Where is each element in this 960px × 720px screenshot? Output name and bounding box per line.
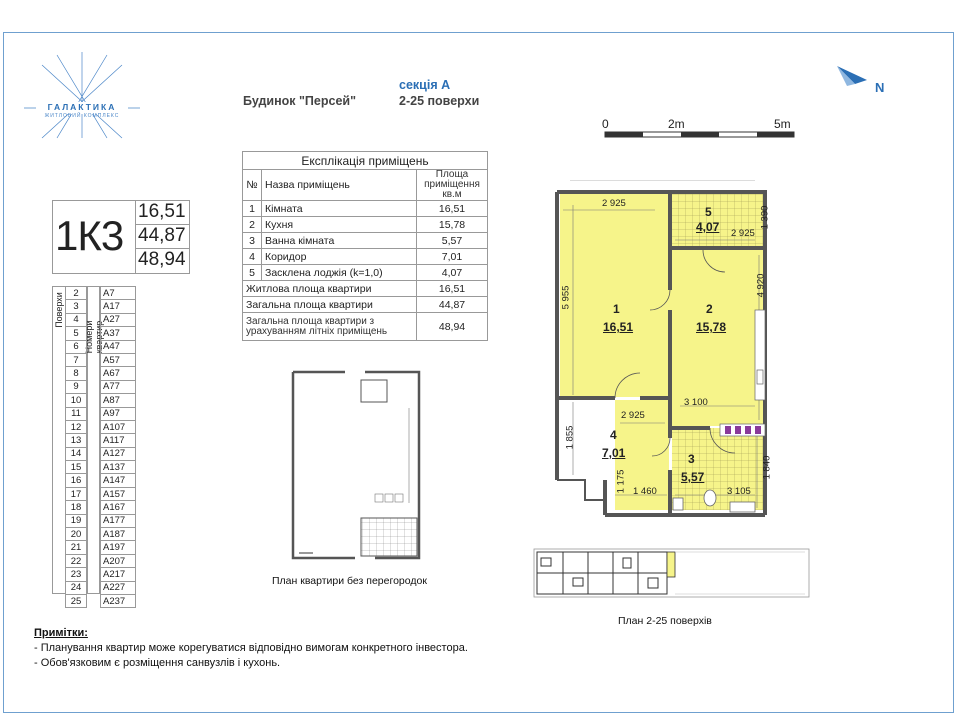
floor-number: 13 [66,434,87,447]
table-row [101,287,136,300]
room-area: 7,01 [417,249,488,265]
page-frame [3,32,954,713]
table-row [66,420,87,433]
table-row [101,300,136,313]
star-burst-icon [22,50,142,140]
floor-number: 3 [66,300,87,313]
col-area-line-3: кв.м [442,189,462,200]
total-name: Житлова площа квартири [243,281,417,297]
floors-header-box [52,286,65,594]
table-row [101,327,136,340]
table-row [66,353,87,366]
apartment-number: A67 [101,367,136,380]
floor-number: 22 [66,554,87,567]
room-no: 5 [243,265,262,281]
table-row [101,353,136,366]
floor-key-plan [533,548,810,600]
table-row [66,581,87,594]
table-row [101,487,136,500]
apartment-number: A77 [101,380,136,393]
total-area: 16,51 [417,281,488,297]
apartment-number: A207 [101,554,136,567]
floor-number: 4 [66,313,87,326]
apartment-number: A37 [101,327,136,340]
floor-number: 8 [66,367,87,380]
room-2-area: 15,78 [696,320,727,334]
table-row [243,297,488,313]
table-row [66,514,87,527]
floors-label: 2-25 поверхи [399,94,480,108]
room-no: 4 [243,249,262,265]
explication-title: Експлікація приміщень [243,152,488,170]
floor-plan-caption: План 2-25 поверхів [618,615,712,627]
floor-number: 11 [66,407,87,420]
apartments-column [100,286,136,608]
floor-number: 23 [66,568,87,581]
room-1-fill [560,194,668,397]
dim-kitchen-width: 3 100 [684,397,708,408]
logo-tagline: ЖИТЛОВИЙ КОМПЛЕКС [44,113,120,119]
table-row [66,474,87,487]
apartment-number: A197 [101,541,136,554]
room-3-area: 5,57 [681,470,705,484]
total-name: Загальна площа квартири [243,297,417,313]
floor-number: 5 [66,327,87,340]
room-3-number: 3 [688,452,695,466]
table-row [101,514,136,527]
table-row [243,281,488,297]
table-row [66,287,87,300]
scale-label-0: 0 [602,117,609,131]
dim-bottom-right: 3 105 [727,486,751,497]
room-5-area: 4,07 [696,220,720,234]
room-no: 3 [243,233,262,249]
table-row [101,501,136,514]
total-area: 44,87 [417,297,488,313]
table-row [66,394,87,407]
building-title: Будинок "Персей" [243,94,357,108]
floor-number: 14 [66,447,87,460]
room-area: 4,07 [417,265,488,281]
floor-number: 7 [66,353,87,366]
apartment-number: A237 [101,594,136,607]
table-row [66,313,87,326]
dim-top-left: 2 925 [602,198,626,209]
table-row [101,554,136,567]
apartment-number: A87 [101,394,136,407]
room-5-number: 5 [705,205,712,219]
dim-small-height: 1 175 [615,469,627,494]
code-box-divider-2 [135,248,190,249]
table-row [101,407,136,420]
room-area: 15,78 [417,217,488,233]
table-row [243,217,488,233]
floor-number: 20 [66,528,87,541]
floor-number: 21 [66,541,87,554]
apartment-number: A107 [101,420,136,433]
col-area-line-1: Площа [435,169,469,180]
apartment-number: A137 [101,461,136,474]
note-item: - Обов'язковим є розміщення санвузлів і кухонь. [34,657,281,669]
room-name: Кімната [262,201,417,217]
table-row [66,568,87,581]
table-row [101,581,136,594]
table-row [101,474,136,487]
apartment-number: A187 [101,528,136,541]
table-row [66,447,87,460]
dim-loggia-width: 2 925 [731,228,755,239]
floor-number: 9 [66,380,87,393]
floor-number: 17 [66,487,87,500]
floor-number: 18 [66,501,87,514]
table-row [66,461,87,474]
room-3-fill [672,428,763,510]
table-row [243,233,488,249]
table-row [101,394,136,407]
logo-name: ГАЛАКТИКА [47,102,117,112]
floors-column [65,286,87,608]
north-label: N [875,80,885,95]
apartment-number: A17 [101,300,136,313]
code-box-divider-v [135,200,136,274]
table-row [66,528,87,541]
table-row [101,367,136,380]
floors-col-header: Поверхи [54,292,64,328]
room-4-area: 7,01 [602,446,626,460]
table-row [101,461,136,474]
table-row [101,380,136,393]
section-label: секція А [399,78,451,92]
floor-number: 6 [66,340,87,353]
table-row [66,541,87,554]
scale-bar [604,131,796,139]
room-name: Коридор [262,249,417,265]
notes [34,626,468,671]
apartment-number: A117 [101,434,136,447]
room-no: 1 [243,201,262,217]
apartments-col-header: Номери квартир [84,320,104,354]
room-name: Ванна кімната [262,233,417,249]
table-row [66,300,87,313]
table-row [101,434,136,447]
room-no: 2 [243,217,262,233]
apartment-number: A57 [101,353,136,366]
code-box-divider-1 [135,224,190,225]
apartment-area-summer: 48,94 [138,249,186,270]
dim-kitchen-height: 4 920 [755,273,767,298]
logo [22,50,142,140]
apartment-number: A177 [101,514,136,527]
table-row [101,340,136,353]
dim-corridor-width: 2 925 [621,410,645,421]
room-name: Засклена лоджія (k=1,0) [262,265,417,281]
floor-number: 24 [66,581,87,594]
apartment-number: A227 [101,581,136,594]
dim-left-height: 5 955 [560,285,572,310]
table-row [66,407,87,420]
apartment-code: 1К3 [55,212,124,259]
table-row [101,594,136,607]
note-item: - Планування квартир може корегуватися відповідно вимогам конкретного інвестора. [34,642,468,654]
apartment-number: A157 [101,487,136,500]
apartment-number: A7 [101,287,136,300]
dim-bottom-left: 1 460 [633,486,657,497]
dim-corridor-height: 1 855 [564,425,576,450]
scale-label-2m: 2m [668,117,685,131]
table-row [66,501,87,514]
table-row [243,249,488,265]
north-arrow-icon [833,62,873,92]
col-name-header: Назва приміщень [262,170,417,201]
room-name: Кухня [262,217,417,233]
table-row [101,420,136,433]
table-row [66,367,87,380]
apartment-number: A27 [101,313,136,326]
apartment-number: A97 [101,407,136,420]
total-name: Загальна площа квартири з урахуванням літніх приміщень [243,313,417,341]
total-area: 48,94 [417,313,488,341]
scale-label-5m: 5m [774,117,791,131]
table-row [66,380,87,393]
room-2-fill [668,250,763,426]
notes-title: Примітки: [34,627,88,639]
floor-number: 25 [66,594,87,607]
open-plan-drawing [285,368,435,568]
apartment-area-total: 44,87 [138,225,186,246]
floor-number: 10 [66,394,87,407]
table-row [101,313,136,326]
room-2-number: 2 [706,302,713,316]
explication-table [242,151,488,341]
dim-bath-height: 1 840 [761,455,773,480]
table-row [66,487,87,500]
table-row [243,265,488,281]
room-4-number: 4 [610,428,617,442]
col-area-line-2: приміщення [424,179,480,190]
table-row [101,568,136,581]
table-row [101,447,136,460]
apartment-number: A127 [101,447,136,460]
table-row [66,340,87,353]
table-row [101,528,136,541]
table-row [101,541,136,554]
table-row [243,201,488,217]
floor-number: 2 [66,287,87,300]
room-1-number: 1 [613,302,620,316]
table-row [66,327,87,340]
col-no-header: № [243,170,262,201]
floor-number: 19 [66,514,87,527]
floor-number: 15 [66,461,87,474]
table-row [66,434,87,447]
apartment-number: A217 [101,568,136,581]
apartment-number: A147 [101,474,136,487]
table-row [66,594,87,607]
dim-loggia-height: 1 390 [759,205,771,230]
table-row [66,554,87,567]
apartment-area-living: 16,51 [138,201,186,222]
apartment-number: A47 [101,340,136,353]
room-area: 16,51 [417,201,488,217]
col-area-header [417,170,488,201]
room-area: 5,57 [417,233,488,249]
room-1-area: 16,51 [603,320,634,334]
floor-number: 12 [66,420,87,433]
floor-number: 16 [66,474,87,487]
open-plan-caption: План квартири без перегородок [272,575,427,587]
apartment-number: A167 [101,501,136,514]
table-row [243,313,488,341]
